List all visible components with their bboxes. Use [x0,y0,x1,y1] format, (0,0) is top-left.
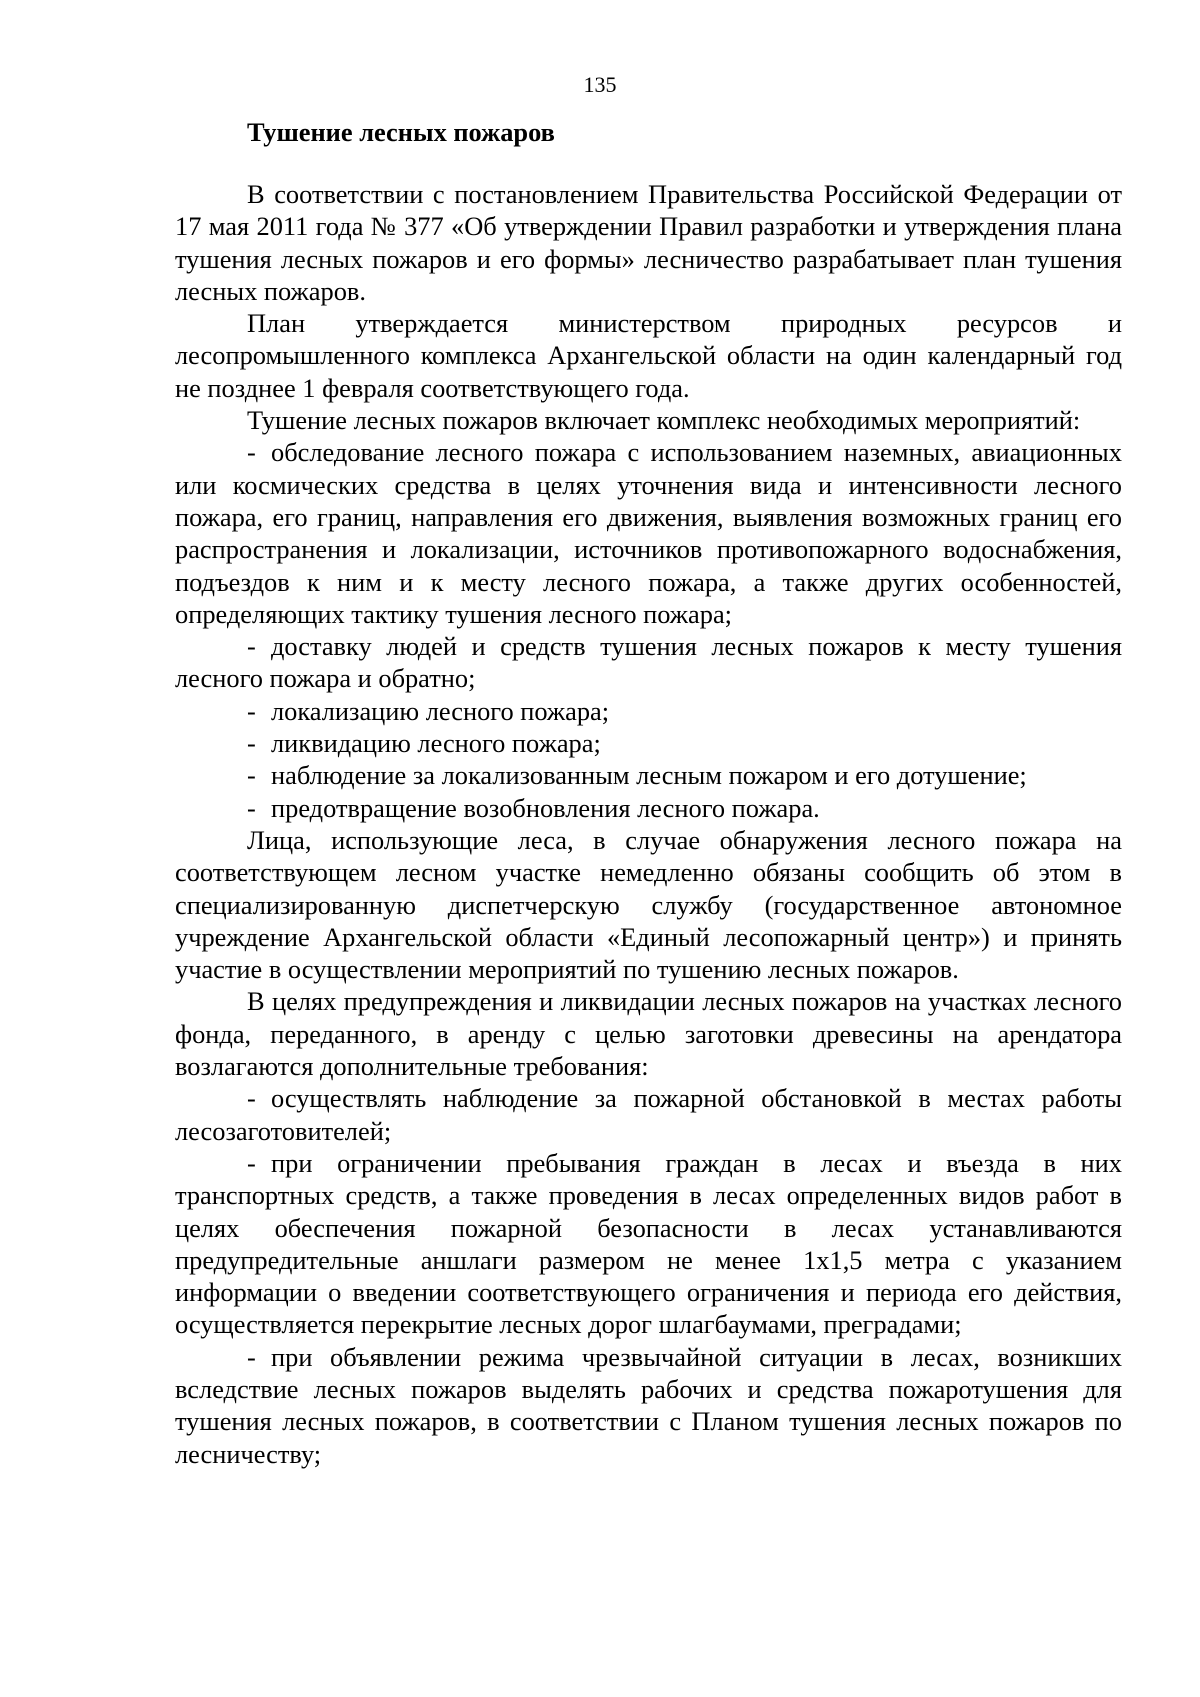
list-item [175,1082,1122,1147]
list-dash: - [247,1341,256,1372]
list-item [175,695,1122,727]
list-item [175,630,1122,695]
paragraph: План утверждается министерством природных ресурсов и лесопромышленного комплекса Архангельской области на один календарный год не позднее 1 февраля соответствующего года. [175,308,1122,403]
list-item-text: наблюдение за локализованным лесным пожаром и его дотушение; [271,760,1027,791]
page-number: 135 [583,72,617,97]
list-item [175,727,1122,759]
paragraph: Тушение лесных пожаров включает комплекс необходимых мероприятий: [247,405,1081,436]
list-item-text: осуществлять наблюдение за пожарной обстановкой в местах работы лесозаготовителей; [175,1083,1122,1146]
list-item-text: предотвращение возобновления лесного пожара. [271,792,820,823]
list-item-text: обследование лесного пожара с использованием наземных, авиационных или космических средства в целях уточнения вида и интенсивности лесного пожара, его границ, направления его движения, выявления возможных границ его распространения и локализации, источников противопожарного водоснабжения, подъездов к ним и к месту лесного пожара, а также других особенностей, определяющих тактику тушения лесного пожара; [175,437,1122,629]
paragraph: В соответствии с постановлением Правительства Российской Федерации от 17 мая 2011 года № 377 «Об утверждении Правил разработки и утверждения плана тушения лесных пожаров и его формы» лесничество разрабатывает план тушения лесных пожаров. [175,179,1122,306]
list-item [175,792,1122,824]
list-item-text: при ограничении пребывания граждан в лесах и въезда в них транспортных средств, а также проведения в лесах определенных видов работ в целях обеспечения пожарной безопасности в лесах устанавливаются предупредительные аншлаги размером не менее 1х1,5 метра с указанием информации о введении соответствующего ограничения и периода его действия, осуществляется перекрытие лесных дорог шлагбаумами, преградами; [175,1147,1122,1340]
paragraph: В целях предупреждения и ликвидации лесных пожаров на участках лесного фонда, переданного, в аренду с целью заготовки древесины на арендатора возлагаются дополнительные требования: [175,986,1122,1082]
list-dash: - [247,1147,256,1178]
list-item [175,436,1122,630]
list-item-text: ликвидацию лесного пожара; [271,728,601,759]
list-dash: - [247,437,256,468]
document-body [175,116,1122,1470]
section-title: Тушение лесных пожаров [247,117,555,147]
list-dash: - [247,728,256,759]
list-item [175,1341,1122,1470]
paragraph: Лица, использующие леса, в случае обнаружения лесного пожара на соответствующем лесном участке немедленно обязаны сообщить об этом в специализированную диспетчерскую службу (государственное автономное учреждение Архангельской области «Единый лесопожарный центр») и принять участие в осуществлении мероприятий по тушению лесных пожаров. [175,824,1122,985]
list-item-text: локализацию лесного пожара; [271,695,610,726]
list-item [175,759,1122,791]
list-item-text: при объявлении режима чрезвычайной ситуации в лесах, возникших вследствие лесных пожаров выделять рабочих и средства пожаротушения для тушения лесных пожаров, в соответствии с Планом тушения лесных пожаров по лесничеству; [175,1341,1122,1469]
requirements-list [175,1082,1122,1470]
list-dash: - [247,792,256,823]
measures-list [175,436,1122,824]
list-item-text: доставку людей и средств тушения лесных пожаров к месту тушения лесного пожара и обратно; [175,631,1122,694]
list-dash: - [247,631,256,662]
list-item [175,1147,1122,1341]
list-dash: - [247,760,256,791]
list-dash: - [247,695,256,726]
list-dash: - [247,1083,256,1114]
